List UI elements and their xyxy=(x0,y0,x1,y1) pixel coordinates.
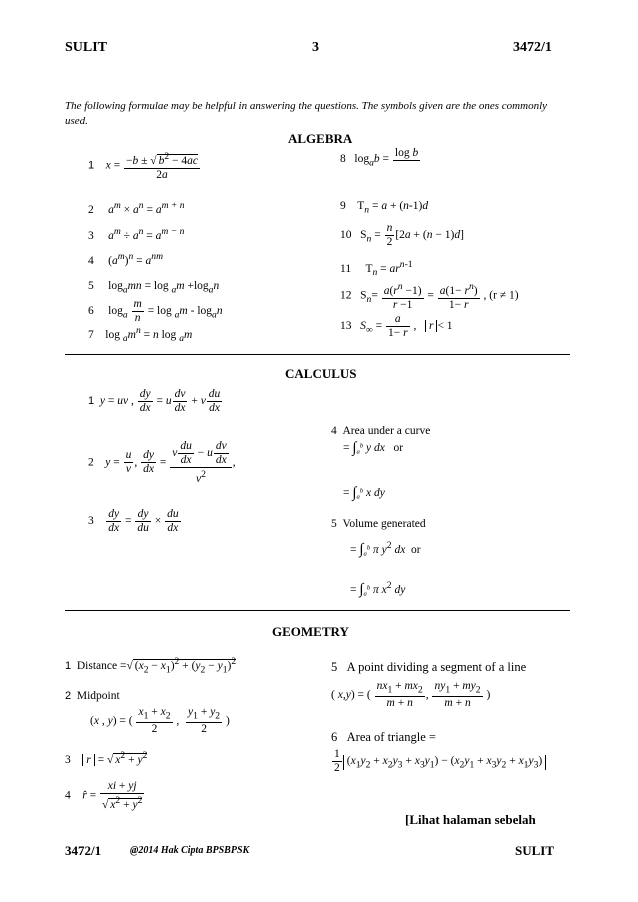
algebra-formula-10: 10 $S_n$ = $\frac{n}{2}$ [2a + (n − 1)d] xyxy=(340,222,464,248)
intro-text: The following formulae may be helpful in answering the questions. The symbols given are the ones commonly used. xyxy=(65,100,548,127)
divider-calculus xyxy=(65,610,570,611)
geometry-formula-3: 3 r = √ $x^2 + y^2$ xyxy=(65,750,148,766)
section-geometry: GEOMETRY xyxy=(272,624,349,639)
algebra-formula-3: 3 $a^m \div a^n = a^{m - n}$ xyxy=(88,226,185,242)
algebra-formula-1: 1 x = $\frac{-b \pm √ b^2 - 4ac}{2a}$ xyxy=(88,151,199,181)
divider-algebra xyxy=(65,354,570,355)
algebra-formula-6: 6 $\log_a$ $\frac{m}{n}$ = $\log _am - \log_an$ xyxy=(88,298,223,324)
algebra-formula-4: 4 $(a^m)^n = a^{nm}$ xyxy=(88,251,163,267)
algebra-formula-9: 9 $T_n = a + (n-1)d$ xyxy=(340,200,429,216)
algebra-formula-8: 8 $\log_ab$ = log b xyxy=(340,147,419,169)
section-algebra: ALGEBRA xyxy=(288,131,353,146)
calculus-area-formula-2: = $\int_a^b$ x dy xyxy=(343,485,385,501)
geometry-distance: 1 Distance =√ $(x_2 - x_1)^2 + (y_2 - y_1)^2$ xyxy=(65,656,237,676)
calculus-area-formula-1: = $\int_a^b$ y dx or xyxy=(343,440,404,456)
header-page-number: 3 xyxy=(312,40,319,55)
algebra-formula-12: 12 $S_n=$ $\frac{a(r^n -1)}{r -1}$ = $\frac{a(1- r^n)}{1- r}$ , (r ≠ 1) xyxy=(340,281,519,311)
calculus-volume-formula-1: = $\int_a^b$ π $y^2$ dx or xyxy=(350,540,421,558)
calculus-volume-formula-2: = $\int_a^b$ π $x^2$ dy xyxy=(350,580,406,598)
algebra-formula-5: 5 $\log_amn = \log _am +\log_an$ xyxy=(88,280,220,296)
calculus-area-heading: 4 Area under a curve xyxy=(331,425,431,437)
calculus-formula-1: 1 y = uv , $\frac{dy}{dx}$ = u $\frac{dv}{dx}$ + v $\frac{du}{dx}$ xyxy=(88,388,221,414)
geometry-formula-4: 4 r̂ = $\frac{xi + yj}{√ x^2 + y^2}$ xyxy=(65,780,143,811)
algebra-formula-7: 7 $\log _am^n = n$ log $_a$m xyxy=(88,325,193,345)
calculus-formula-3: 3 $\frac{dy}{dx}$ = $\frac{dy}{du}$ × $\frac{du}{dx}$ xyxy=(88,508,179,534)
geometry-triangle-heading: 6 Area of triangle = xyxy=(331,730,436,744)
geometry-midpoint-formula: (x , y) = ( $\frac{x_1 + x_2}{2}$ , $\frac{y_1 + y_2}{2}$ ) xyxy=(90,706,230,736)
algebra-formula-13: 13 $S_\infty$ = $\frac{a}{1- r}$ , r < 1 xyxy=(340,313,453,339)
footer-copyright: @2014 Hak Cipta BPSBPSK xyxy=(130,845,250,856)
geometry-midpoint-heading: 2 Midpoint xyxy=(65,690,120,702)
geometry-division-formula: ( x,y) = ( $\frac{nx_1 + mx_2}{m + n}$ , $\frac{ny_1 + my_2}{m + n}$ ) xyxy=(331,680,491,710)
footer-code: 3472/1 xyxy=(65,843,102,858)
footer-sulit: SULIT xyxy=(515,843,555,858)
algebra-formula-11: 11 $T_n = ar^{n-1}$ xyxy=(340,259,413,279)
header-left: SULIT xyxy=(65,40,108,55)
algebra-formula-2: 2 $a^m \times a^n = a^{m + n}$ xyxy=(88,200,185,216)
section-calculus: CALCULUS xyxy=(285,366,357,381)
geometry-division-heading: 5 A point dividing a segment of a line xyxy=(331,660,527,674)
calculus-formula-2: 2 y = $\frac{u}{v}$ , $\frac{dy}{dx}$ = v $\frac{du}{dx}$ − u $\frac{dv}{dx}$ $v^2$ , xyxy=(88,440,236,485)
calculus-volume-heading: 5 Volume generated xyxy=(331,518,426,530)
geometry-triangle-formula: $\frac{1}{2}$ $(x_1y_2 + x_2y_3 + x_3y_1) - (x_2y_1 + x_3y_2 + x_1y_3)$ xyxy=(331,748,546,775)
next-page-note: [Lihat halaman sebelah xyxy=(405,812,536,827)
header-right: 3472/1 xyxy=(513,40,552,55)
